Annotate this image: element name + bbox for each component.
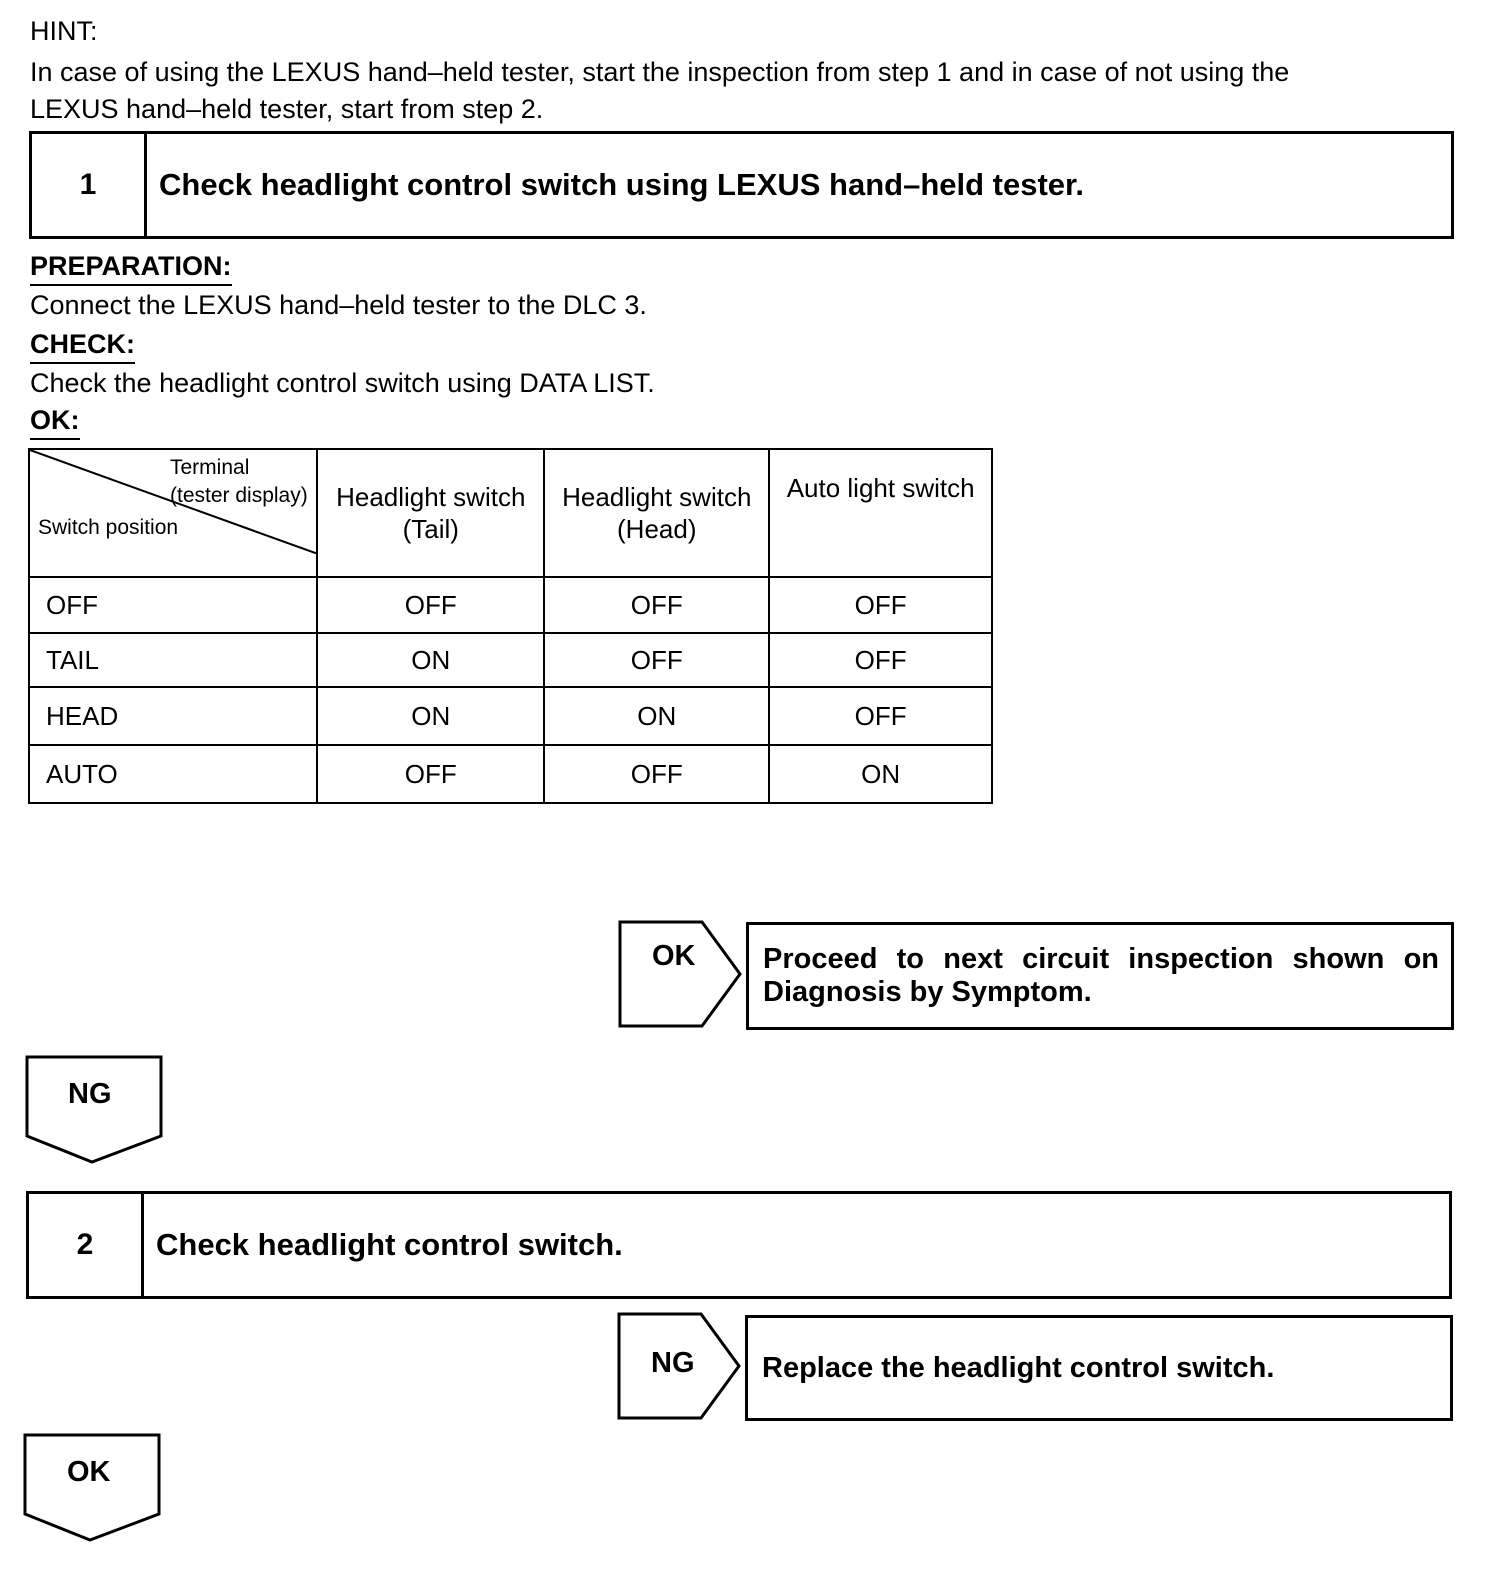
row-cell: OFF — [769, 577, 992, 633]
row-position: HEAD — [29, 687, 317, 745]
switch-position-table — [28, 448, 993, 804]
check-section — [30, 326, 135, 364]
header-line2: (Tail) — [402, 514, 459, 544]
ok-right-arrow-icon — [618, 920, 744, 1030]
check-text: Check the headlight control switch using DATA LIST. — [30, 368, 655, 398]
preparation-label: PREPARATION: — [30, 248, 232, 286]
table-row — [29, 745, 992, 803]
hint-text-line2: LEXUS hand–held tester, start from step 2. — [30, 94, 544, 124]
table-header-row — [29, 449, 992, 577]
corner-switch-position-label: Switch position — [38, 516, 179, 539]
check-label: CHECK: — [30, 326, 135, 364]
row-cell: ON — [544, 687, 769, 745]
table-row — [29, 633, 992, 687]
row-cell: OFF — [544, 577, 769, 633]
corner-terminal-label: Terminal — [170, 456, 250, 479]
step-1-ok-label: OK — [652, 940, 696, 972]
step-2-ok-label: OK — [67, 1456, 111, 1488]
ok-result-line2: Diagnosis by Symptom. — [763, 976, 1092, 1008]
row-cell: ON — [317, 687, 544, 745]
header-line2: (Head) — [617, 514, 697, 544]
row-cell: OFF — [317, 577, 544, 633]
step-1-ok-result-box — [746, 922, 1454, 1030]
row-cell: OFF — [769, 633, 992, 687]
row-cell: OFF — [544, 633, 769, 687]
row-cell: OFF — [769, 687, 992, 745]
step-2-box — [26, 1191, 1452, 1299]
header-line1: Headlight switch — [562, 482, 752, 512]
hint-label: HINT: — [30, 16, 98, 46]
step-2-ng-result-box — [745, 1315, 1453, 1421]
preparation-text: Connect the LEXUS hand–held tester to the DLC 3. — [30, 290, 647, 320]
step-2-ng-label: NG — [651, 1347, 695, 1379]
table-corner-cell — [29, 449, 317, 577]
step-2-number: 2 — [29, 1194, 144, 1296]
step-2-title: Check headlight control switch. — [156, 1227, 623, 1262]
step-1-number: 1 — [32, 134, 147, 236]
step-1-title: Check headlight control switch using LEXUS hand–held tester. — [159, 167, 1084, 202]
hint-text-line1: In case of using the LEXUS hand–held tester, start the inspection from step 1 and in case of not using the — [30, 57, 1290, 87]
table-row — [29, 687, 992, 745]
table-row — [29, 577, 992, 633]
ng-result-text: Replace the headlight control switch. — [762, 1351, 1275, 1384]
ok-section — [30, 402, 80, 440]
row-cell: OFF — [544, 745, 769, 803]
row-position: OFF — [29, 577, 317, 633]
header-line1: Headlight switch — [336, 482, 526, 512]
table-header-auto — [769, 449, 992, 577]
table-header-tail — [317, 449, 544, 577]
row-cell: ON — [769, 745, 992, 803]
step-1-box — [29, 131, 1454, 239]
table-header-head — [544, 449, 769, 577]
ok-result-line1: Proceed to next circuit inspection shown on — [763, 943, 1439, 975]
row-cell: OFF — [317, 745, 544, 803]
ok-label: OK: — [30, 402, 80, 440]
preparation-section — [30, 248, 232, 286]
header-line1: Auto light switch — [786, 473, 975, 503]
step-1-ng-label: NG — [68, 1078, 112, 1110]
row-position: TAIL — [29, 633, 317, 687]
row-position: AUTO — [29, 745, 317, 803]
row-cell: ON — [317, 633, 544, 687]
corner-tester-display-label: (tester display) — [170, 484, 308, 507]
